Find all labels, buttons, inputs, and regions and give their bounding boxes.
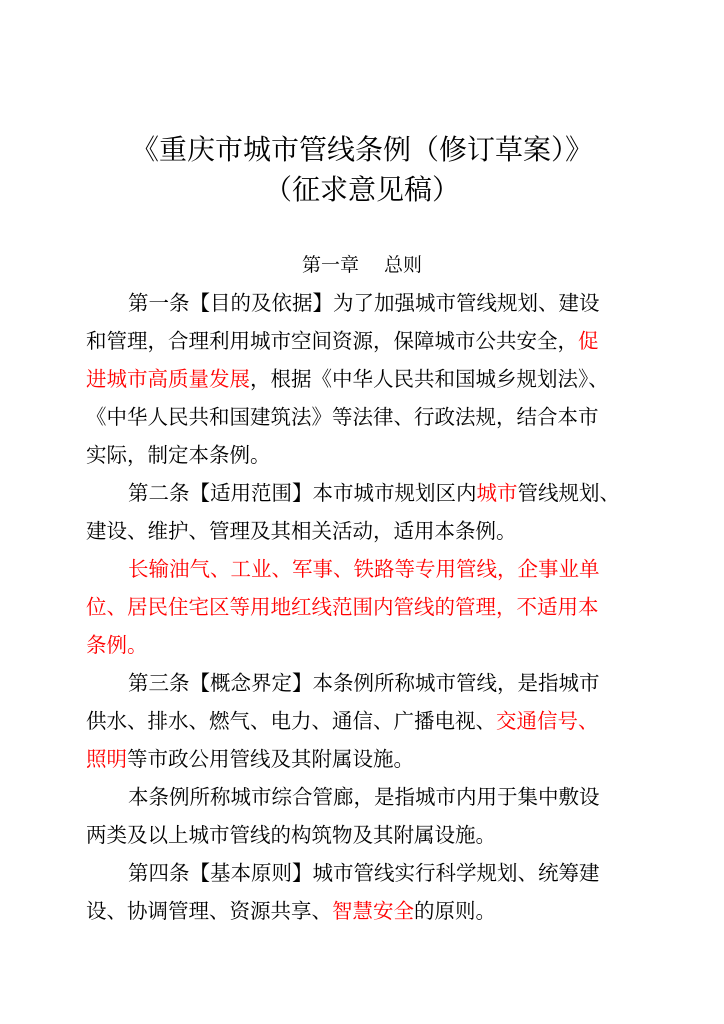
text-line (86, 816, 646, 854)
text-line (86, 588, 646, 626)
body-text: 供水、排水、燃气、电力、通信、广播电视、 (86, 709, 496, 733)
text-line (86, 778, 646, 816)
highlighted-text: 城市 (476, 481, 518, 505)
text-line (86, 740, 646, 778)
highlighted-text: 促 (578, 329, 599, 353)
body-text: 第一条【目的及依据】为了加强城市管线规划、建设 (128, 291, 600, 315)
body-text: 两类及以上城市管线的构筑物及其附属设施。 (86, 823, 496, 847)
text-line (86, 626, 646, 664)
body-text: 建设、维护、管理及其相关活动，适用本条例。 (86, 519, 517, 543)
body-text: 第二条【适用范围】本市城市规划区内 (128, 481, 477, 505)
text-line (86, 322, 646, 360)
text-line (86, 512, 646, 550)
body-text: 第四条【基本原则】城市管线实行科学规划、统筹建 (128, 861, 600, 885)
text-line (86, 702, 646, 740)
highlighted-text: 交通信号、 (496, 709, 599, 733)
chapter-heading: 第一章 总则 (301, 254, 423, 276)
body-text: ，根据《中华人民共和国城乡规划法》、 (250, 367, 609, 391)
highlighted-text: 位、居民住宅区等用地红线范围内管线的管理，不适用本 (86, 595, 599, 619)
text-line (86, 474, 646, 512)
body-text: 第三条【概念界定】本条例所称城市管线，是指城市 (128, 671, 600, 695)
text-line (86, 664, 646, 702)
body-text: 设、协调管理、资源共享、 (86, 899, 332, 923)
text-line (86, 360, 646, 398)
highlighted-text: 智慧安全 (332, 899, 414, 923)
text-line (86, 284, 646, 322)
body-text: 本条例所称城市综合管廊，是指城市内用于集中敷设 (128, 785, 600, 809)
highlighted-text: 长输油气、工业、军事、铁路等专用管线，企事业单 (128, 557, 600, 581)
text-line (86, 892, 646, 930)
body-text: 《中华人民共和国建筑法》等法律、行政法规，结合本市 (86, 405, 599, 429)
document-title: 《重庆市城市管线条例（修订草案）》 (130, 133, 593, 166)
body-text: 和管理，合理利用城市空间资源，保障城市公共安全， (86, 329, 578, 353)
body-text: 管线规划、 (517, 481, 620, 505)
text-line (86, 398, 646, 436)
text-line (86, 550, 646, 588)
text-line (86, 854, 646, 892)
highlighted-text: 照明 (86, 747, 127, 771)
document-subtitle: （征求意见稿） (263, 173, 460, 206)
text-line (86, 436, 646, 474)
highlighted-text: 条例。 (86, 633, 148, 657)
body-text: 的原则。 (414, 899, 496, 923)
body-text: 实际，制定本条例。 (86, 443, 271, 467)
highlighted-text: 进城市高质量发展 (86, 367, 250, 391)
body-text: 等市政公用管线及其附属设施。 (127, 747, 414, 771)
document-body (86, 284, 646, 930)
